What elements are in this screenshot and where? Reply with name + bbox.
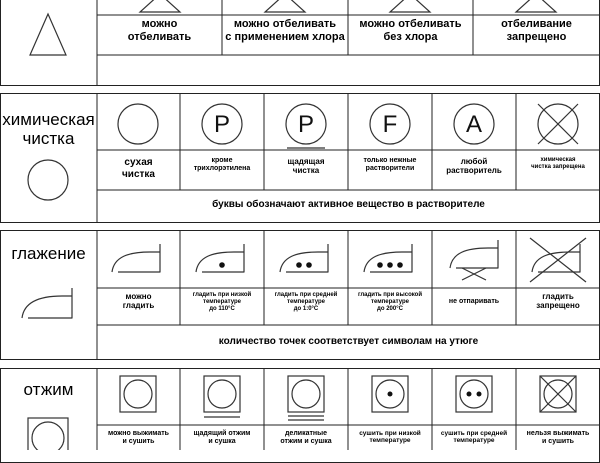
- bleach-caption: можно отбеливать: [127, 18, 192, 43]
- ironing-title: глажение: [11, 244, 86, 263]
- wringing-caption: нельзя выжимать и сушить: [526, 430, 590, 446]
- triangle-icon: [30, 14, 66, 55]
- ironing-caption: гладить при высокой температуре до 200°С: [357, 292, 423, 312]
- iron-three-dots-icon: [364, 244, 412, 272]
- circle-icon: [28, 160, 68, 200]
- triangle-icon: [390, 0, 430, 12]
- square-circle-icon: [120, 376, 156, 412]
- dry-cleaning-title: химическая чистка: [2, 110, 95, 148]
- triangle-icon: [140, 0, 180, 12]
- square-circle-two-dots-icon: [456, 376, 492, 412]
- square-circle-double-underline-icon: [288, 376, 324, 412]
- letter-p: P: [297, 111, 315, 138]
- iron-icon: [22, 288, 72, 318]
- wringing-caption: сушить при низкой температуре: [359, 430, 421, 445]
- letter-p: P: [213, 111, 231, 138]
- wringing-title: отжим: [23, 380, 74, 399]
- wringing-caption: сушить при средней температуре: [440, 430, 508, 445]
- letter-a: A: [465, 111, 483, 138]
- ironing-caption: можно гладить: [122, 292, 155, 311]
- wringing-caption: щадящий отжим и сушка: [193, 430, 251, 446]
- bleach-caption: отбеливание запрещено: [501, 18, 572, 43]
- bleach-caption: можно отбеливать с применением хлора: [225, 18, 345, 43]
- ironing-caption: гладить при средней температуре до 1:0°С: [274, 292, 338, 312]
- iron-icon: [112, 244, 160, 272]
- ironing-caption: гладить запрещено: [536, 292, 580, 311]
- dry-clean-caption: только нежные растворители: [363, 157, 417, 173]
- dry-cleaning-note: буквы обозначают активное вещество в растворителе: [212, 199, 485, 210]
- triangle-icon: [265, 0, 305, 12]
- wringing-caption: можно выжимать и сушить: [108, 430, 169, 446]
- iron-two-dots-icon: [280, 244, 328, 272]
- letter-f: F: [382, 111, 398, 138]
- dry-clean-caption: щадящая чистка: [287, 157, 325, 176]
- square-circle-underline-icon: [204, 376, 240, 412]
- ironing-caption: гладить при низкой температуре до 110°С: [192, 292, 252, 312]
- iron-no-steam-icon: [450, 240, 498, 268]
- bleach-caption: можно отбеливать без хлора: [359, 18, 462, 43]
- wringing-caption: деликатные отжим и сушка: [280, 430, 332, 446]
- dry-clean-caption: сухая чистка: [122, 157, 155, 180]
- dry-clean-caption: любой растворитель: [446, 157, 502, 176]
- ironing-note: количество точек соответствует символам на утюге: [218, 336, 479, 347]
- dry-clean-caption: химическая чистка запрещена: [531, 157, 585, 170]
- triangle-crossed-icon: [516, 0, 556, 12]
- iron-one-dot-icon: [196, 244, 244, 272]
- ironing-caption: не отпаривать: [448, 298, 500, 305]
- circle-icon: [118, 104, 158, 144]
- dry-clean-caption: кроме трихлорэтилена: [193, 157, 251, 173]
